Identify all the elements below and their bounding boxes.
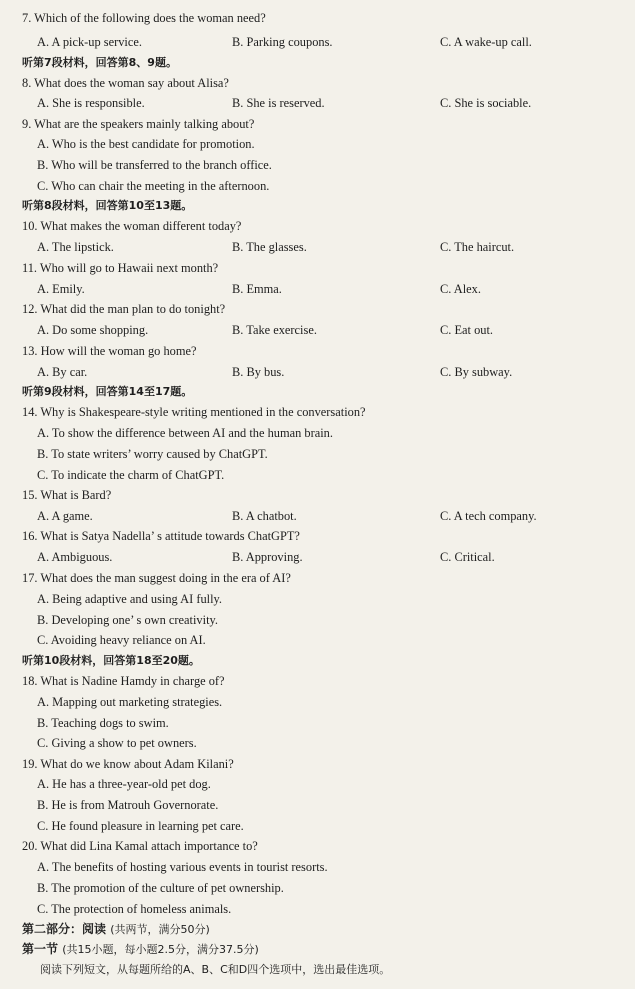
option-11b: B. Emma. xyxy=(232,282,282,296)
question-11: 11. Who will go to Hawaii next month? xyxy=(22,261,219,275)
option-10b: B. The glasses. xyxy=(232,240,307,254)
option-9c: C. Who can chair the meeting in the afternoon. xyxy=(37,179,270,193)
option-16a: A. Ambiguous. xyxy=(37,550,113,564)
section-heading-8: 听第8段材料，回答第10至13题。 xyxy=(22,199,193,212)
question-16: 16. What is Satya Nadella’ s attitude towards ChatGPT? xyxy=(22,529,300,543)
section-one-heading xyxy=(22,943,259,955)
option-18a: A. Mapping out marketing strategies. xyxy=(37,695,223,709)
part-two-heading xyxy=(22,923,210,935)
option-17b: B. Developing one’ s own creativity. xyxy=(37,613,218,627)
option-7a: A. A pick-up service. xyxy=(37,35,142,49)
question-13: 13. How will the woman go home? xyxy=(22,344,197,358)
option-19b: B. He is from Matrouh Governorate. xyxy=(37,798,219,812)
option-11a: A. Emily. xyxy=(37,282,85,296)
option-16c: C. Critical. xyxy=(440,550,495,564)
section-heading-7: 听第7段材料，回答第8、9题。 xyxy=(22,56,177,69)
option-19a: A. He has a three-year-old pet dog. xyxy=(37,777,211,791)
option-18b: B. Teaching dogs to swim. xyxy=(37,716,169,730)
option-14b: B. To state writers’ worry caused by ChatGPT. xyxy=(37,447,268,461)
option-8a: A. She is responsible. xyxy=(37,96,145,110)
section-one-title: 第一节 xyxy=(22,942,59,956)
question-17: 17. What does the man suggest doing in the era of AI? xyxy=(22,571,291,585)
question-10: 10. What makes the woman different today? xyxy=(22,219,242,233)
section-one-note: (共15小题，每小题2.5分，满分37.5分) xyxy=(62,943,259,956)
option-13c: C. By subway. xyxy=(440,365,513,379)
section-heading-9: 听第9段材料，回答第14至17题。 xyxy=(22,385,193,398)
part-two-title: 第二部分：阅读 xyxy=(22,922,107,936)
option-10c: C. The haircut. xyxy=(440,240,515,254)
option-20c: C. The protection of homeless animals. xyxy=(37,902,232,916)
option-17c: C. Avoiding heavy reliance on AI. xyxy=(37,633,206,647)
option-20b: B. The promotion of the culture of pet ownership. xyxy=(37,881,284,895)
option-13a: A. By car. xyxy=(37,365,88,379)
option-9b: B. Who will be transferred to the branch office. xyxy=(37,158,272,172)
part-two-note: (共两节，满分50分) xyxy=(110,923,210,936)
option-19c: C. He found pleasure in learning pet care. xyxy=(37,819,244,833)
option-9a: A. Who is the best candidate for promotion. xyxy=(37,137,255,151)
option-15b: B. A chatbot. xyxy=(232,509,297,523)
question-18: 18. What is Nadine Hamdy in charge of? xyxy=(22,674,225,688)
option-11c: C. Alex. xyxy=(440,282,481,296)
option-16b: B. Approving. xyxy=(232,550,303,564)
option-20a: A. The benefits of hosting various events in tourist resorts. xyxy=(37,860,328,874)
question-8: 8. What does the woman say about Alisa? xyxy=(22,76,229,90)
question-7: 7. Which of the following does the woman need? xyxy=(22,11,266,25)
question-15: 15. What is Bard? xyxy=(22,488,112,502)
option-12b: B. Take exercise. xyxy=(232,323,317,337)
option-12a: A. Do some shopping. xyxy=(37,323,149,337)
question-20: 20. What did Lina Kamal attach importance to? xyxy=(22,839,258,853)
option-14c: C. To indicate the charm of ChatGPT. xyxy=(37,468,225,482)
option-13b: B. By bus. xyxy=(232,365,285,379)
question-9: 9. What are the speakers mainly talking about? xyxy=(22,117,255,131)
question-19: 19. What do we know about Adam Kilani? xyxy=(22,757,234,771)
reading-instruction: 阅读下列短文，从每题所给的A、B、C和D四个选项中，选出最佳选项。 xyxy=(40,963,391,976)
option-17a: A. Being adaptive and using AI fully. xyxy=(37,592,223,606)
option-14a: A. To show the difference between AI and the human brain. xyxy=(37,426,333,440)
question-14: 14. Why is Shakespeare-style writing mentioned in the conversation? xyxy=(22,405,366,419)
option-7c: C. A wake-up call. xyxy=(440,35,532,49)
option-7b: B. Parking coupons. xyxy=(232,35,333,49)
option-18c: C. Giving a show to pet owners. xyxy=(37,736,197,750)
option-8b: B. She is reserved. xyxy=(232,96,325,110)
option-15a: A. A game. xyxy=(37,509,93,523)
option-10a: A. The lipstick. xyxy=(37,240,114,254)
option-15c: C. A tech company. xyxy=(440,509,537,523)
question-12: 12. What did the man plan to do tonight? xyxy=(22,302,226,316)
section-heading-10: 听第10段材料，回答第18至20题。 xyxy=(22,654,200,667)
option-8c: C. She is sociable. xyxy=(440,96,532,110)
option-12c: C. Eat out. xyxy=(440,323,493,337)
